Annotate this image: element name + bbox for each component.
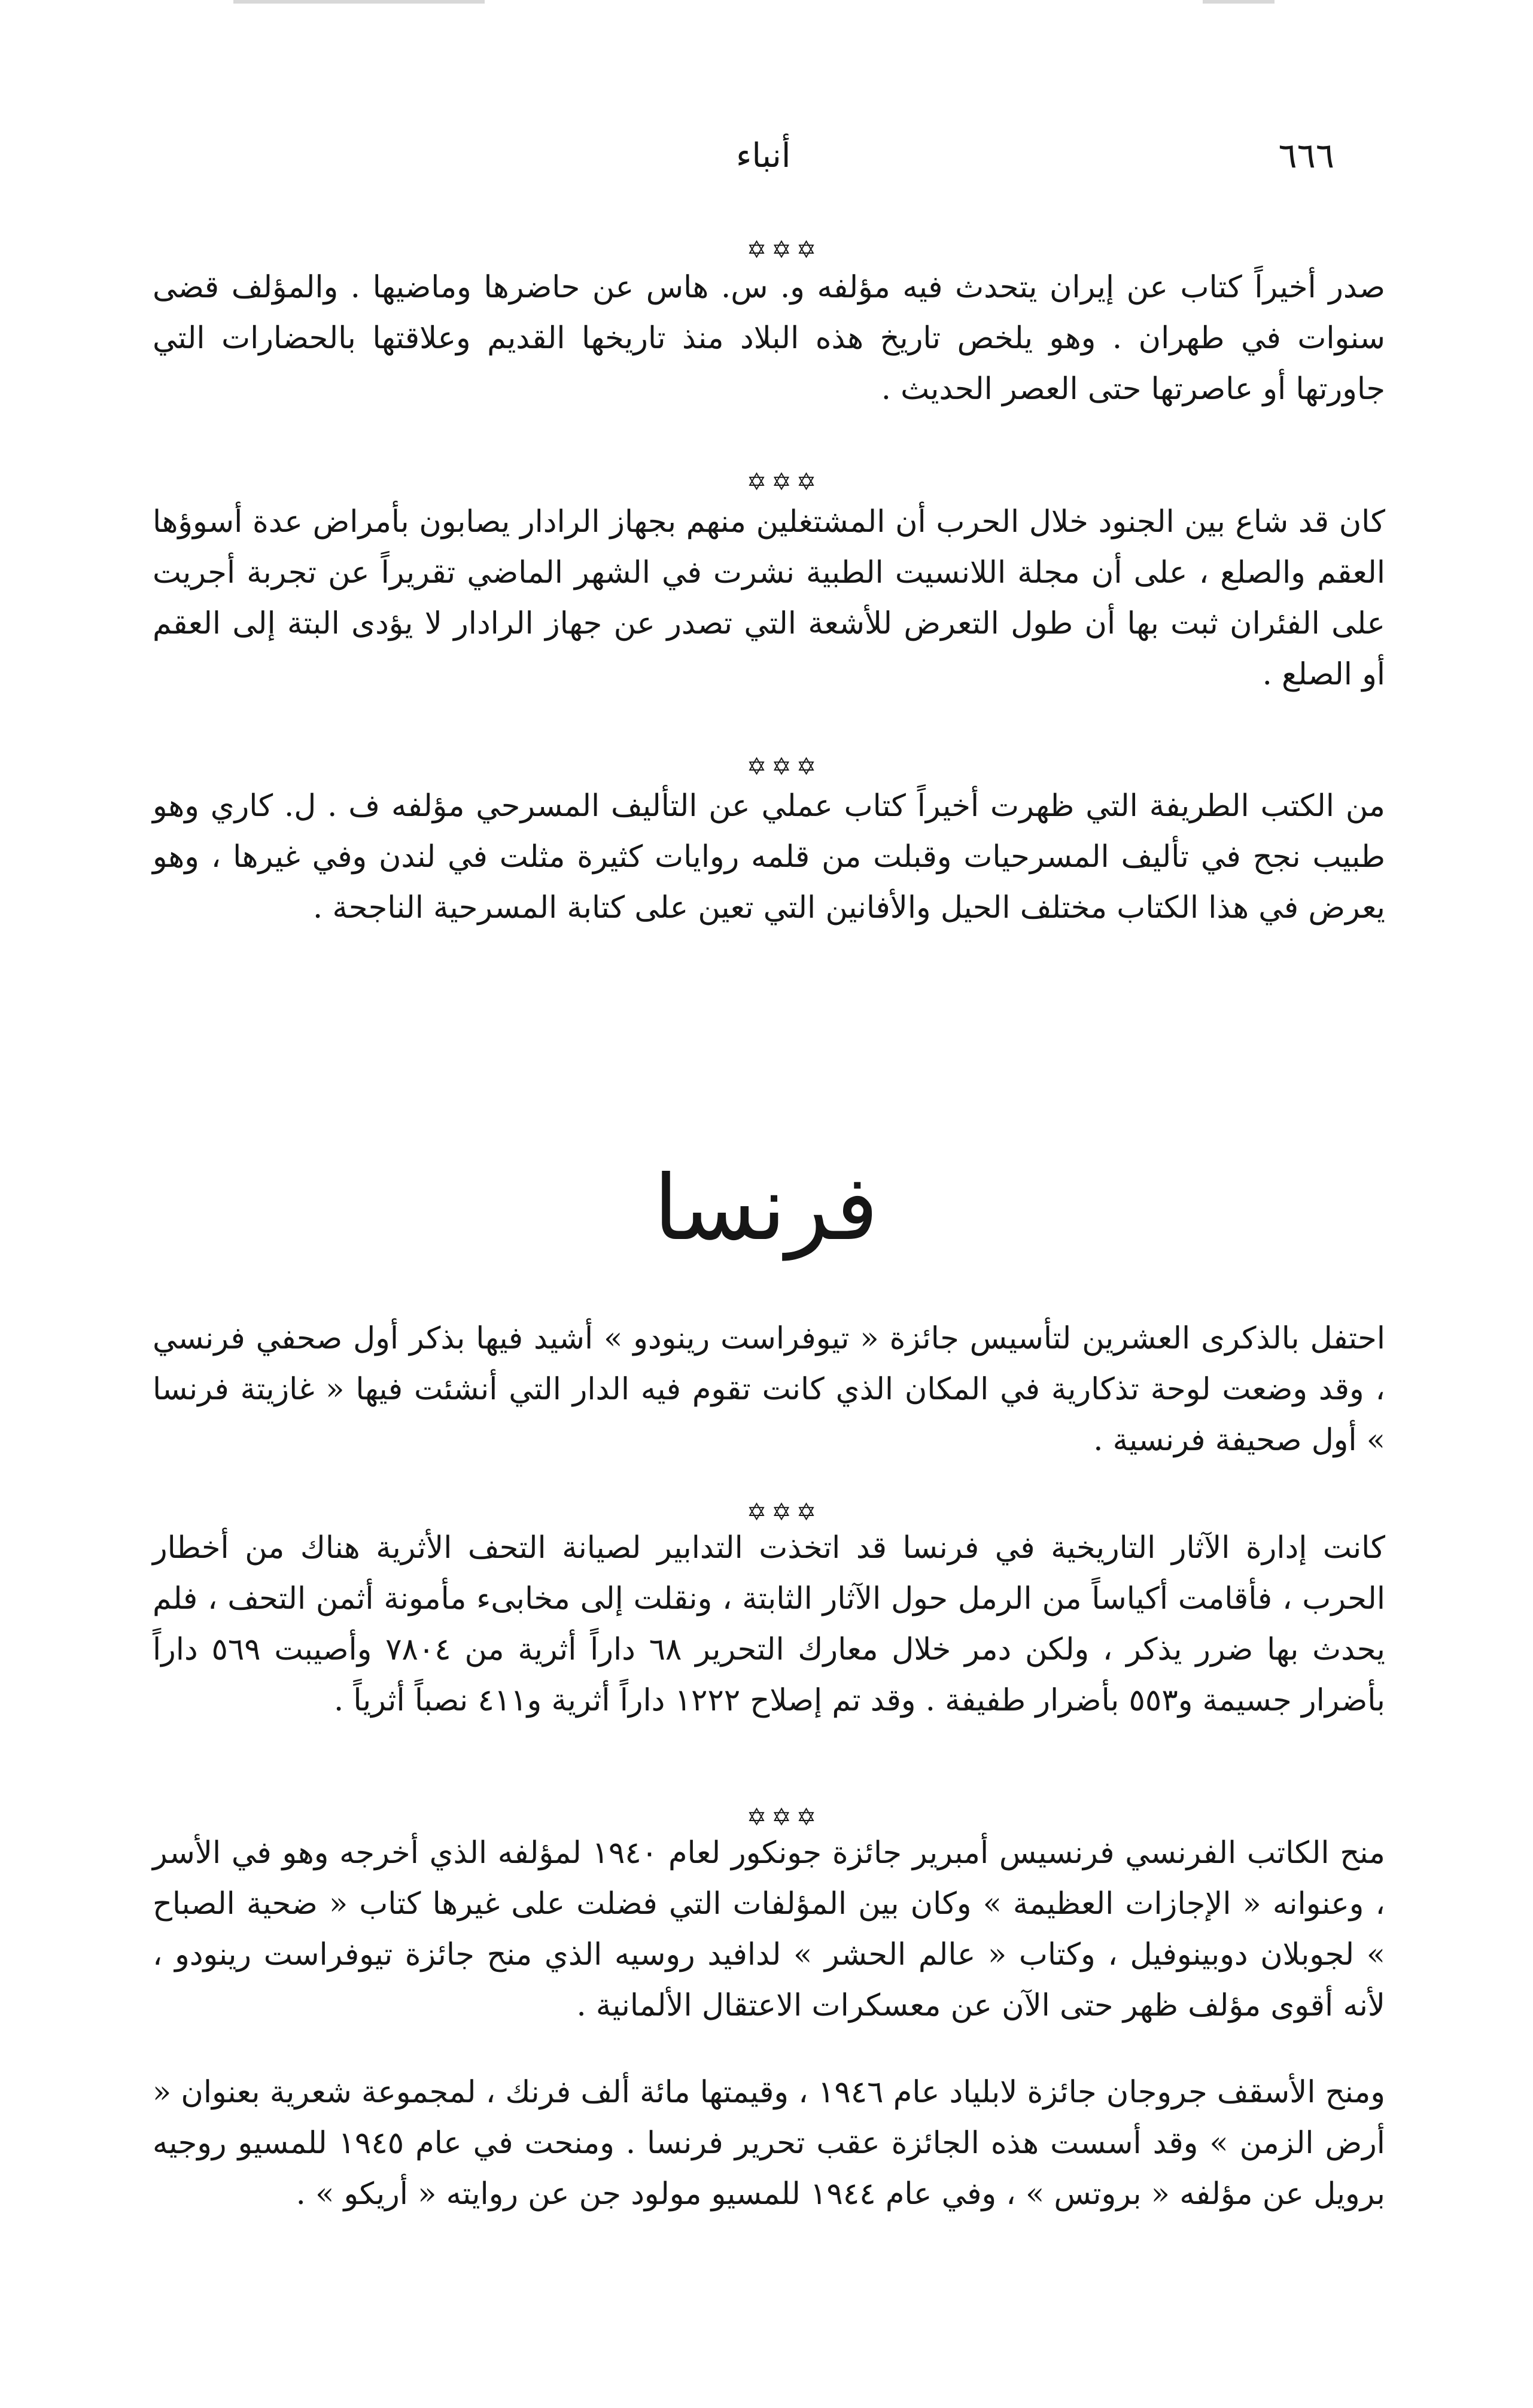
running-head-title: أنباء <box>736 136 791 175</box>
news-item: احتفل بالذكرى العشرين لتأسيس جائزة « تيوفراست رينودو » أشيد فيها بذكر أول صحفي فرنسي ، وقد وضعت لوحة تذكارية في المكان الذي كانت تقوم فيه الدار التي أنشئت فيها « غازيتة فرنسا » أول صحيفة فرنسية . <box>153 1321 1385 1459</box>
news-item: صدر أخيراً كتاب عن إيران يتحدث فيه مؤلفه و. س. هاس عن حاضرها وماضيها . والمؤلف قضى سنوات في طهران . وهو يلخص تاريخ هذه البلاد منذ تاريخها القديم وعلاقتها بالحضارات التي جاورتها أو عاصرتها حتى العصر الحديث . <box>153 270 1385 407</box>
scan-edge-mark <box>1203 0 1275 4</box>
page-number: ٦٦٦ <box>1278 135 1334 176</box>
separator-stars: ✡✡✡ <box>746 1499 822 1526</box>
separator-stars: ✡✡✡ <box>746 236 822 264</box>
running-head <box>688 129 1334 182</box>
news-item: كان قد شاع بين الجنود خلال الحرب أن المشتغلين منهم بجهاز الرادار يصابون بأمراض عدة أسوؤها العقم والصلع ، على أن مجلة اللانسيت الطبية نشرت في الشهر الماضي تقريراً عن تجربة أجريت على الفئران ثبت بها أن طول التعرض للأشعة التي تصدر عن جهاز الرادار لا يؤدى البتة إلى العقم أو الصلع . <box>153 504 1385 693</box>
separator-stars: ✡✡✡ <box>746 753 822 781</box>
news-item: منح الكاتب الفرنسي فرنسيس أمبرير جائزة جونكور لعام ١٩٤٠ لمؤلفه الذي أخرجه وهو في الأسر ، وعنوانه « الإجازات العظيمة » وكان بين المؤلفات التي فضلت على غيرها كتاب « ضحية الصباح » لجوبلان دوبينوفيل ، وكتاب « عالم الحشر » لدافيد روسيه الذي منح جائزة تيوفراست رينودو ، لأنه أقوى مؤلف ظهر حتى الآن عن معسكرات الاعتقال الألمانية . <box>153 1835 1385 2024</box>
scan-edge-mark <box>233 0 485 4</box>
separator-stars: ✡✡✡ <box>746 468 822 496</box>
news-item: كانت إدارة الآثار التاريخية في فرنسا قد اتخذت التدابير لصيانة التحف الأثرية هناك من أخطار الحرب ، فأقامت أكياساً من الرمل حول الآثار الثابتة ، ونقلت إلى مخابىء مأمونة أثمن التحف ، فلم يحدث بها ضرر يذكر ، ولكن دمر خلال معارك التحرير ٦٨ داراً أثرية من ٧٨٠٤ وأصيبت ٥٦٩ داراً بأضرار جسيمة و٥٥٣ بأضرار طفيفة . وقد تم إصلاح ١٢٢٢ داراً أثرية و٤١١ نصباً أثرياً . <box>153 1530 1385 1719</box>
news-item: من الكتب الطريفة التي ظهرت أخيراً كتاب عملي عن التأليف المسرحي مؤلفه ف . ل. كاري وهو طبيب نجح في تأليف المسرحيات وقبلت من قلمه روايات كثيرة مثلت في لندن وفي غيرها ، وهو يعرض في هذا الكتاب مختلف الحيل والأفانين التي تعين على كتابة المسرحية الناجحة . <box>153 789 1385 926</box>
separator-stars: ✡✡✡ <box>746 1804 822 1831</box>
section-title-france: فرنسا <box>653 1156 878 1261</box>
news-item: ومنح الأسقف جروجان جائزة لابلياد عام ١٩٤٦ ، وقيمتها مائة ألف فرنك ، لمجموعة شعرية بعنوان « أرض الزمن » وقد أسست هذه الجائزة عقب تحرير فرنسا . ومنحت في عام ١٩٤٥ للمسيو روجيه برويل عن مؤلفه « بروتس » ، وفي عام ١٩٤٤ للمسيو مولود جن عن روايته « أريكو » . <box>153 2075 1385 2212</box>
